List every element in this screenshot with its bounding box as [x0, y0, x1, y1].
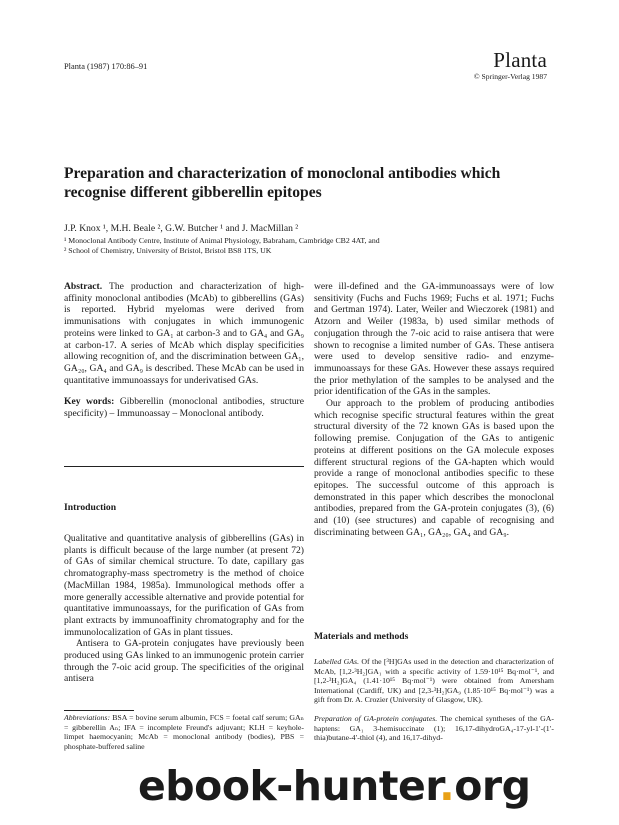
watermark-part-ebook: ebook [138, 762, 277, 810]
watermark-part-hunter: hunter [292, 762, 440, 810]
copyright-line: © Springer-Verlag 1987 [473, 72, 547, 81]
preparation-paragraph [314, 714, 554, 743]
abbreviations-text: BSA = bovine serum albumin, FCS = foetal calf serum; GAₙ = gibberellin Aₙ; IFA = incomplete Freund's adjuvant; KLH = keyhole-limpet haemocyanin; McAb = monoclonal antibody (bodies), PBS = phosphate-buffered saline [64, 713, 304, 751]
affiliation-1: ¹ Monoclonal Antibody Centre, Institute of Animal Physiology, Babraham, Cambridge CB2 4AT, and [64, 236, 380, 245]
abstract-block [64, 281, 304, 420]
footnote-rule [64, 710, 134, 711]
labelled-gas-paragraph [314, 657, 554, 705]
section-divider [64, 466, 304, 467]
watermark-dash: - [276, 762, 293, 810]
introduction-paragraph-1: Qualitative and quantitative analysis of gibberellins (GAs) in plants is difficult because of the large number (at present 72) of GAs of similar chemical structure. To date, capillary gas chromatography-mass spectrometry is the method of choice (MacMillan 1984, 1985a). Immunological methods offer a more generally accessible alternative and provide potential for quantitative immunoassays, for the purification of GAs from plant extracts by immunoaffinity chromatography and for the immunolocalization of GAs in plant tissues. [64, 533, 304, 638]
introduction-paragraph-2: Antisera to GA-protein conjugates have previously been produced using GAs linked to an immunogenic protein carrier through the 7-oic acid group. The specificities of the original antisera [64, 638, 304, 685]
introduction-body [64, 533, 304, 685]
journal-brand [474, 50, 547, 81]
affiliations [64, 236, 380, 255]
right-column-body [314, 281, 554, 538]
affiliation-2: ² School of Chemistry, University of Bristol, Bristol BS8 1TS, UK [64, 245, 272, 255]
abstract-label: Abstract. [64, 281, 103, 292]
author-list: J.P. Knox ¹, M.H. Beale ², G.W. Butcher ¹ and J. MacMillan ² [64, 223, 299, 234]
article-title: Preparation and characterization of monoclonal antibodies which recognise different gibberellin epitopes [64, 165, 501, 201]
right-paragraph-2: Our approach to the problem of producing antibodies which recognise specific structural features within the great structural diversity of the 72 known GAs is based upon the following premise. Conjugation of the GAs to antigenic proteins at different positions on the GA molecule exposes different structural regions of the GA-hapten which would provide a range of monoclonal antibodies specific to these epitopes. The successful outcome of this approach is demonstrated in this paper which describes the monoclonal antibodies, prepared from the GA-protein conjugates (3), (6) and (10) (see structures) and capable of recognising and discriminating between GA₁, GA₂₀, GA₄ and GA₉. [314, 398, 554, 538]
keywords-label: Key words: [64, 396, 115, 408]
journal-reference: Planta (1987) 170:86–91 [64, 62, 148, 71]
abstract-text: The production and characterization of high-affinity monoclonal antibodies (McAb) to gibberellins (GAs) is reported. Hybrid myelomas were derived from immunisations with conjugates in which immunogenic proteins were linked to GA₁ at carbon-3 and to GA₄ and GA₉ at carbon-17. A series of McAb which display specificities allowing recognition of, and the discrimination between GA₁, GA₂₀, GA₄ and GA₉ is described. These McAb can be used in quantitative immunoassays for underivatised GAs. [64, 281, 304, 386]
preparation-text: The chemical syntheses of the GA-haptens: GA₁ 3-hemisuccinate (1); 16,17-dihydroGA₄-17-yl-1′-(1′-thia)butane-4′-thiol (4), and 16,17-dihyd- [314, 714, 554, 743]
labelled-gas-text: Of the [³H]GAs used in the detection and characterization of McAb, [1,2-³H₂]GA₁ with a specific activity of 1.59·10¹⁵ Bq·mol⁻¹, and [1,2-³H₂]GA₄ (1.41·10¹⁵ Bq·mol⁻¹) were obtained from Amersham International (Cardiff, UK) and [2,3-³H₂]GA₉ (1.85·10¹⁵ Bq·mol⁻¹) was a gift from Dr. A. Crozier (University of Glasgow, UK). [314, 657, 554, 705]
right-paragraph-1: were ill-defined and the GA-immunoassays were of low sensitivity (Fuchs and Fuchs 1969; Fuchs et al. 1971; Fuchs and Gertman 1974). Later, Weiler and Wieczorek (1981) and Atzorn and Weiler (1983a, b) used similar methods of conjugation through the 7-oic acid to raise antisera that were shown to recognise a limited number of GAs. These antisera were used to develop sensitive radio- and enzyme-immunoassays for these GAs. However these assays required the prior methylation of the samples to be analysed and the prior identification of the GAs in the samples. [314, 281, 554, 398]
watermark-dot: . [439, 762, 455, 810]
keywords-text: Gibberellin (monoclonal antibodies, structure specificity) – Immunoassay – Monoclonal antibody. [64, 396, 304, 420]
watermark-part-org: org [454, 762, 531, 810]
abbreviations-footnote [64, 713, 304, 751]
preparation-label: Preparation of GA-protein conjugates. [314, 714, 438, 723]
journal-name: Planta [493, 48, 547, 72]
introduction-heading: Introduction [64, 502, 117, 513]
watermark-text [138, 762, 530, 810]
abbreviations-label: Abbreviations: [64, 713, 111, 722]
labelled-gas-label: Labelled GAs. [314, 657, 360, 666]
materials-methods-heading: Materials and methods [314, 631, 409, 642]
